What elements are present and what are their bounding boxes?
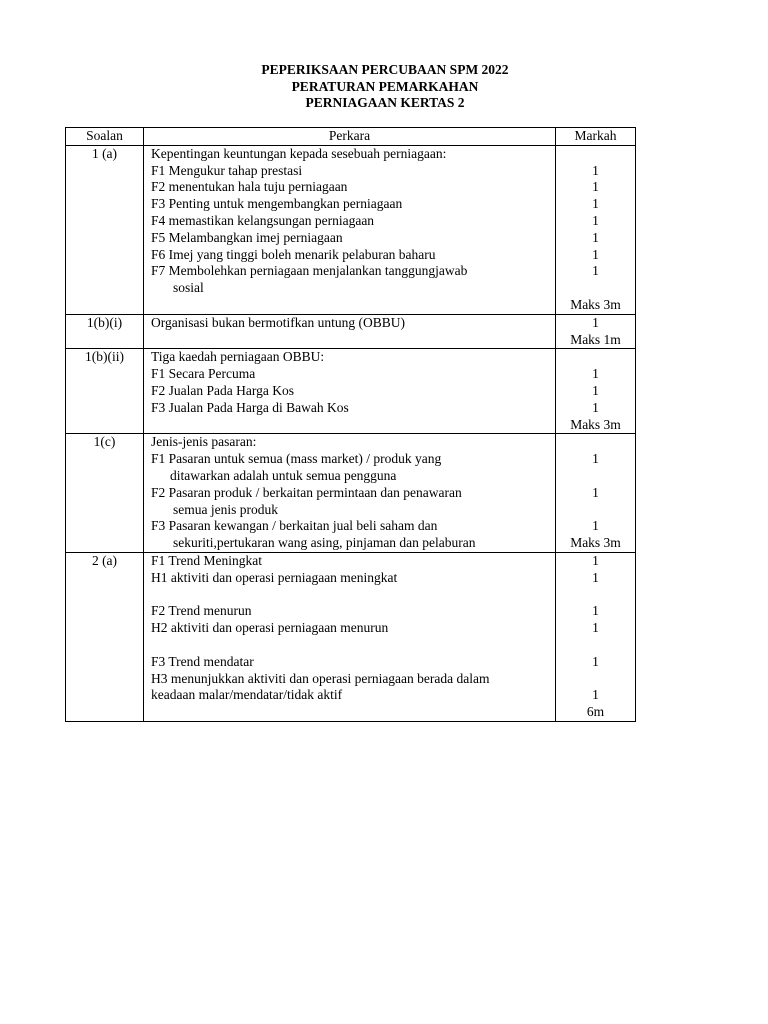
answer-line: semua jenis produk	[173, 501, 278, 517]
answer-line: F1 Pasaran untuk semua (mass market) / produk yang	[151, 451, 442, 467]
mark-line: 1	[592, 196, 599, 212]
answer-content	[144, 314, 556, 349]
mark-line: 1	[592, 569, 599, 585]
mark-line: 1	[592, 399, 599, 415]
answer-line	[151, 332, 551, 349]
table-row	[66, 145, 636, 314]
mark-total: Maks 3m	[570, 296, 621, 312]
table-row	[66, 349, 636, 434]
answer-line	[151, 704, 551, 721]
mark-total: Maks 1m	[570, 331, 621, 347]
answer-line	[151, 417, 551, 434]
mark-line	[556, 468, 635, 485]
answer-line: F2 Pasaran produk / berkaitan permintaan dan penawaran	[151, 484, 462, 500]
mark-line	[556, 671, 635, 688]
marks-content	[556, 434, 636, 553]
mark-line: 1	[592, 518, 599, 534]
answer-line	[151, 587, 551, 604]
answer-line: Jenis-jenis pasaran:	[151, 434, 257, 450]
mark-line: 1	[592, 212, 599, 228]
document-title	[0, 62, 768, 112]
mark-total: Maks 3m	[570, 416, 621, 432]
table-row	[66, 552, 636, 721]
mark-line	[556, 637, 635, 654]
answer-content	[144, 349, 556, 434]
title-line-1: PEPERIKSAAN PERCUBAAN SPM 2022	[261, 62, 509, 77]
answer-line: F5 Melambangkan imej perniagaan	[151, 229, 343, 245]
answer-line: H1 aktiviti dan operasi perniagaan meningkat	[151, 569, 398, 585]
mark-line: 1	[592, 314, 599, 330]
answer-line: H2 aktiviti dan operasi perniagaan menurun	[151, 620, 389, 636]
mark-total: 6m	[586, 704, 605, 720]
mark-line	[556, 349, 635, 366]
mark-line: 1	[592, 451, 599, 467]
answer-content	[144, 552, 556, 721]
marks-content	[556, 552, 636, 721]
answer-line: F2 menentukan hala tuju perniagaan	[151, 179, 348, 195]
answer-line: F1 Secara Percuma	[151, 366, 256, 382]
answer-line: F3 Jualan Pada Harga di Bawah Kos	[151, 399, 349, 415]
answer-line: F3 Pasaran kewangan / berkaitan jual beli saham dan	[151, 518, 438, 534]
question-number: 1(c)	[66, 434, 144, 553]
mark-total: Maks 3m	[570, 535, 621, 551]
answer-line: F6 Imej yang tinggi boleh menarik pelaburan baharu	[151, 246, 436, 262]
answer-line: F1 Mengukur tahap prestasi	[151, 162, 303, 178]
question-number: 2 (a)	[66, 552, 144, 721]
answer-line: Organisasi bukan bermotifkan untung (OBBU)	[151, 314, 405, 330]
answer-line: F4 memastikan kelangsungan perniagaan	[151, 212, 375, 228]
answer-line: Kepentingan keuntungan kepada sesebuah perniagaan:	[151, 145, 447, 161]
answer-line: sekuriti,pertukaran wang asing, pinjaman dan pelaburan	[173, 535, 476, 551]
mark-line: 1	[592, 366, 599, 382]
marks-content	[556, 145, 636, 314]
mark-line: 1	[592, 382, 599, 398]
mark-line: 1	[592, 246, 599, 262]
answer-content	[144, 434, 556, 553]
answer-line: H3 menunjukkan aktiviti dan operasi perniagaan berada dalam	[151, 670, 490, 686]
table-header-row	[66, 128, 636, 146]
mark-line: 1	[592, 653, 599, 669]
title-line-2: PERATURAN PEMARKAHAN	[291, 78, 479, 94]
answer-line: Tiga kaedah perniagaan OBBU:	[151, 349, 325, 365]
answer-line: F2 Jualan Pada Harga Kos	[151, 382, 294, 398]
question-number: 1(b)(ii)	[66, 349, 144, 434]
answer-line: F3 Penting untuk mengembangkan perniagaan	[151, 196, 403, 212]
answer-content	[144, 145, 556, 314]
answer-line: ditawarkan adalah untuk semua pengguna	[170, 467, 397, 483]
mark-line: 1	[592, 263, 599, 279]
answer-line: F1 Trend Meningkat	[151, 552, 263, 568]
mark-line	[556, 502, 635, 519]
mark-line: 1	[592, 484, 599, 500]
header-soalan: Soalan	[66, 128, 144, 146]
answer-line: F2 Trend menurun	[151, 603, 252, 619]
mark-line: 1	[592, 179, 599, 195]
mark-line	[556, 146, 635, 163]
header-perkara: Perkara	[144, 128, 556, 146]
table-row	[66, 314, 636, 349]
mark-line: 1	[592, 687, 599, 703]
mark-line: 1	[592, 229, 599, 245]
table-row	[66, 434, 636, 553]
mark-line	[556, 587, 635, 604]
answer-line	[151, 637, 551, 654]
mark-line: 1	[592, 162, 599, 178]
question-number: 1 (a)	[66, 145, 144, 314]
answer-line: sosial	[173, 280, 204, 296]
answer-line: keadaan malar/mendatar/tidak aktif	[151, 687, 343, 703]
mark-line: 1	[592, 620, 599, 636]
mark-line: 1	[592, 603, 599, 619]
answer-line: F7 Membolehkan perniagaan menjalankan tanggungjawab	[151, 263, 468, 279]
mark-line	[556, 434, 635, 451]
marking-scheme-table	[65, 127, 636, 722]
title-line-3: PERNIAGAAN KERTAS 2	[305, 95, 465, 110]
mark-line	[556, 280, 635, 297]
marks-content	[556, 314, 636, 349]
header-markah: Markah	[556, 128, 636, 146]
mark-line: 1	[592, 552, 599, 568]
question-number: 1(b)(i)	[66, 314, 144, 349]
answer-line	[151, 297, 551, 314]
answer-line: F3 Trend mendatar	[151, 653, 254, 669]
marks-content	[556, 349, 636, 434]
